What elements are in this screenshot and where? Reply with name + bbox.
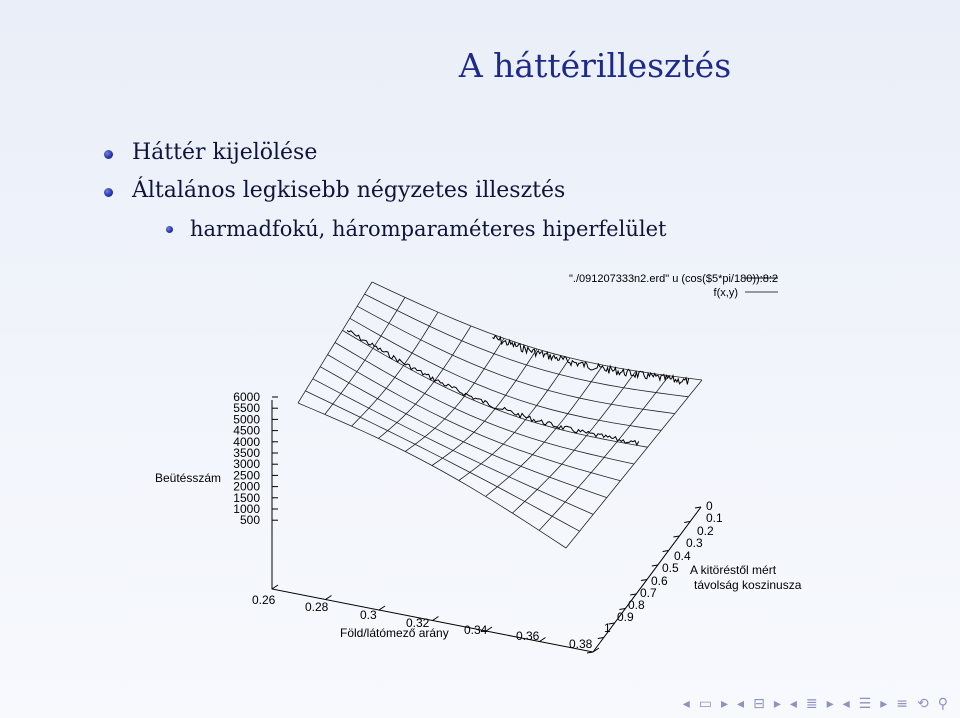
x-tick-label: 0.3 [360,608,377,622]
surface-gridline [566,380,702,548]
align-icon[interactable]: ≡ [896,696,908,712]
y-tick-label: 0.4 [674,549,691,563]
surface-gridline [350,318,661,430]
nav-left-icon[interactable]: ◂ [682,696,690,712]
nav-left-icon[interactable]: ◂ [789,696,797,712]
nav-left-icon[interactable]: ◂ [842,696,850,712]
y-axis-label-line2: távolság koszinusza [694,578,802,592]
z-tick-label: 500 [239,513,260,528]
z-tick-label: 6000 [233,390,260,404]
z-tick-label: 2500 [233,468,260,483]
nav-right-icon[interactable]: ▸ [826,696,834,712]
y-tick-label: 0.3 [686,536,703,550]
y-axis-label-line1: A kitöréstől mért [690,563,777,577]
nav-right-icon[interactable]: ▸ [773,696,781,712]
surface-gridline [459,358,570,481]
x-tick [272,585,278,589]
surface-gridline [357,306,675,413]
y-tick-label: 1 [604,621,611,635]
z-tick-label: 4500 [233,423,260,438]
y-tick-label: 0.6 [651,574,668,588]
surface-gridline [335,343,634,465]
surface-gridline [313,379,593,515]
x-tick [540,638,546,642]
z-tick-label: 3500 [233,446,260,460]
tick-labels [233,390,723,651]
data-curve [347,330,689,445]
zoom-icon[interactable]: ⚲ [937,696,948,712]
x-axis-label: Föld/látómező arány [340,626,449,640]
surface-gridline [486,365,603,496]
legend-label-data: "./091207333n2.erd" u (cos($5*pi/180)):8:2 [568,273,778,285]
frame-icon[interactable]: ▭ [698,696,713,712]
z-tick-label: 1500 [233,490,260,505]
y-tick-label: 0.7 [640,586,657,600]
z-tick-label: 2000 [233,479,260,494]
x-tick-label: 0.26 [252,593,276,607]
surface-gridline [378,326,471,438]
surface-gridline [539,376,669,531]
x-tick-label: 0.36 [516,629,540,643]
x-tick-label: 0.34 [464,623,488,637]
x-tick-label: 0.28 [305,600,329,614]
y-tick-label: 0.2 [697,524,714,538]
x-tick [433,617,439,621]
z-tick-label: 4000 [233,434,260,449]
y-tick-label: 0 [706,499,713,513]
search-icon[interactable]: ⟲ [917,696,929,712]
z-tick-label: 1000 [233,502,260,516]
surface-gridline [372,282,702,380]
y-tick-label: 0.8 [628,598,645,612]
x-tick [379,606,385,610]
slide-title: A háttérillesztés [458,46,732,85]
sub-bullet-item: harmadfokú, háromparaméteres hiperfelület [104,210,666,248]
bullet-item: Általános legkisebb négyzetes illesztés [104,172,666,210]
z-tick-label: 5500 [233,401,260,416]
legend-label-fit: f(x,y) [713,287,738,299]
nav-right-icon[interactable]: ▸ [880,696,888,712]
nav-right-icon[interactable]: ▸ [721,696,729,712]
x-tick-label: 0.32 [406,616,430,630]
z-tick-label: 3000 [233,457,260,472]
y-tick-label: 0.1 [706,511,723,525]
nav-left-icon[interactable]: ◂ [737,696,745,712]
section-icon[interactable]: ≣ [805,696,818,712]
x-tick [326,596,332,600]
x-tick-label: 0.38 [569,637,593,651]
fitted-surface [298,282,702,548]
z-axis-label: Beütésszám [155,471,222,485]
subsection-icon[interactable]: ⊟ [753,696,765,712]
surface-gridline [298,403,566,548]
y-tick-label: 0.5 [662,561,679,575]
beamer-navigation [683,696,948,712]
surface-gridline [305,391,579,531]
data-curve-line [493,336,689,385]
slide-icon[interactable]: ☰ [858,696,872,712]
y-tick [587,652,593,653]
y-tick-label: 0.9 [617,610,634,624]
bullet-item: Háttér kijelölése [104,134,666,172]
surface-gridline [328,355,621,481]
surface-gridline [320,367,607,498]
z-tick-label: 5000 [233,412,260,427]
surface-gridline [342,330,647,447]
plot-axes [272,397,701,653]
